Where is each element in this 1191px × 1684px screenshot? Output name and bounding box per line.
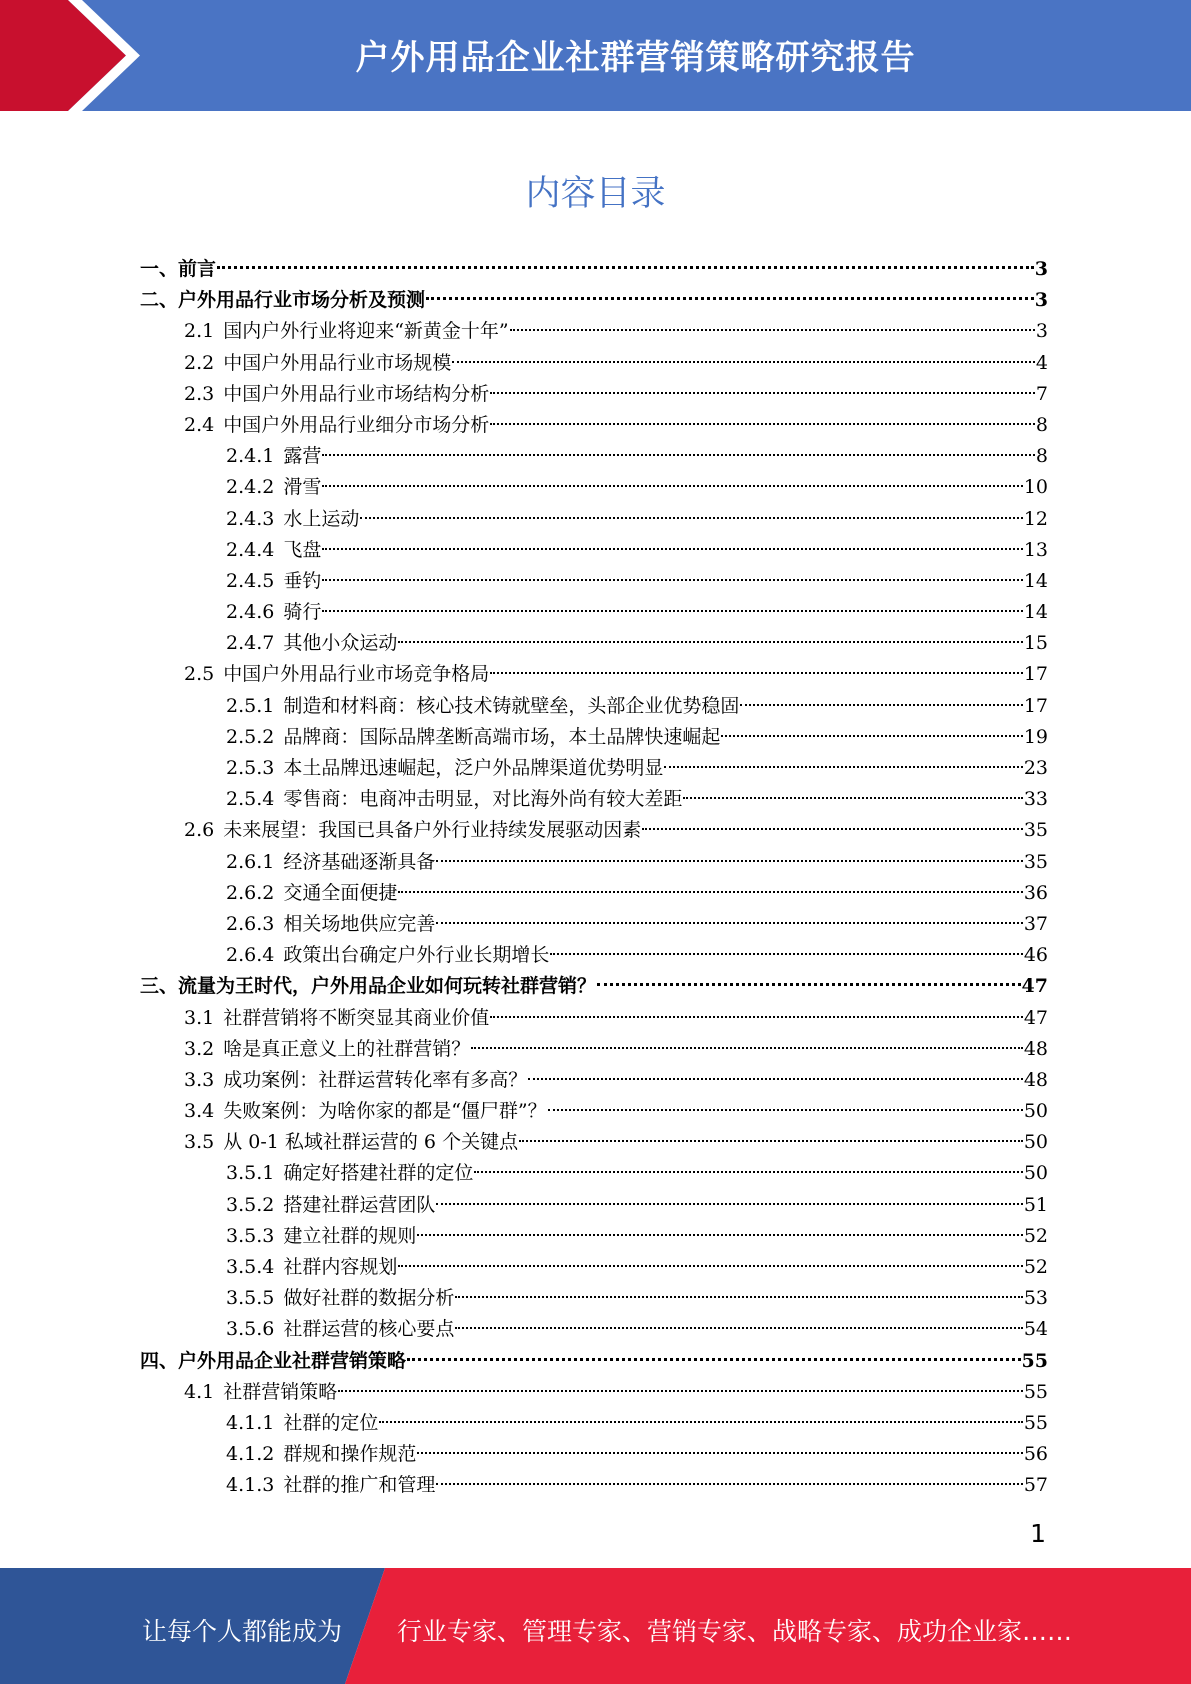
toc-entry[interactable] (140, 1439, 1048, 1470)
toc-entry[interactable] (140, 254, 1048, 285)
toc-entry-number: 2.6.3 (226, 912, 275, 935)
toc-entry-number: 4.1.2 (226, 1443, 275, 1466)
toc-entry[interactable] (140, 659, 1048, 690)
toc-entry-page: 3 (1034, 289, 1048, 312)
toc-dot-leader (452, 360, 1035, 363)
toc-entry-number: 3.4 (184, 1100, 215, 1123)
toc-dot-leader (721, 734, 1022, 737)
toc-entry-page: 50 (1023, 1131, 1048, 1154)
toc-entry-page: 57 (1023, 1474, 1048, 1497)
toc-entry-page: 35 (1023, 850, 1048, 873)
toc-dot-leader (548, 1108, 1023, 1111)
toc-entry-title: 滑雪 (283, 476, 322, 499)
toc-entry[interactable] (140, 472, 1048, 503)
toc-entry-number: 3.5.2 (226, 1193, 275, 1216)
toc-entry-page: 55 (1021, 1349, 1048, 1372)
toc-dot-leader (398, 890, 1022, 893)
toc-entry-number: 2.4.2 (226, 476, 275, 499)
toc-entry[interactable] (140, 348, 1048, 379)
toc-dot-leader (490, 422, 1035, 425)
toc-entry-page: 3 (1035, 320, 1048, 343)
toc-entry-page: 14 (1023, 601, 1048, 624)
toc-entry-title: 二、户外用品行业市场分析及预测 (140, 289, 426, 312)
toc-dot-leader (436, 921, 1022, 924)
toc-entry-page: 51 (1023, 1193, 1048, 1216)
toc-entry-title: 确定好搭建社群的定位 (283, 1162, 474, 1185)
toc-entry-page: 15 (1023, 632, 1048, 655)
toc-entry-title: 啥是真正意义上的社群营销？ (223, 1037, 471, 1060)
toc-entry-title: 搭建社群运营团队 (283, 1193, 436, 1216)
toc-entry-title: 其他小众运动 (283, 632, 398, 655)
toc-entry-title: 社群的推广和管理 (283, 1474, 436, 1497)
toc-entry[interactable] (140, 1158, 1048, 1189)
toc-dot-leader (597, 982, 1021, 986)
toc-entry-page: 7 (1035, 382, 1048, 405)
toc-dot-leader (217, 265, 1034, 269)
toc-entry-number: 2.5 (184, 663, 215, 686)
toc-entry-title: 做好社群的数据分析 (283, 1287, 455, 1310)
toc-dot-leader (322, 453, 1035, 456)
toc-entry[interactable] (140, 1377, 1048, 1408)
toc-entry-page: 14 (1023, 569, 1048, 592)
footer-banner (0, 1568, 1191, 1684)
toc-entry-page: 54 (1023, 1318, 1048, 1341)
toc-entry[interactable] (140, 441, 1048, 472)
toc-dot-leader (322, 484, 1022, 487)
toc-dot-leader (322, 578, 1022, 581)
toc-entry[interactable] (140, 722, 1048, 753)
toc-entry-number: 3.5.1 (226, 1162, 275, 1185)
footer-slogan-left: 让每个人都能成为 (142, 1617, 343, 1646)
toc-entry-title: 中国户外用品行业细分市场分析 (223, 413, 490, 436)
toc-dot-leader (426, 296, 1034, 300)
page-number: 1 (1030, 1519, 1046, 1548)
toc-entry-page: 52 (1023, 1224, 1048, 1247)
toc-entry-title: 社群营销将不断突显其商业价值 (223, 1006, 490, 1029)
toc-entry-title: 零售商：电商冲击明显，对比海外尚有较大差距 (283, 788, 683, 811)
toc-entry[interactable] (140, 784, 1048, 815)
toc-dot-leader (490, 671, 1023, 674)
toc-entry-number: 2.5.2 (226, 725, 275, 748)
toc-entry[interactable] (140, 815, 1048, 846)
toc-entry-number: 2.4.4 (226, 538, 275, 561)
toc-entry-number: 3.5.4 (226, 1256, 275, 1278)
toc-entry-page: 48 (1023, 1037, 1048, 1060)
toc-dot-leader (490, 1015, 1023, 1018)
toc-entry-title: 本土品牌迅速崛起，泛户外品牌渠道优势明显 (283, 757, 664, 779)
toc-entry[interactable] (140, 410, 1048, 441)
toc-entry[interactable] (140, 316, 1048, 347)
toc-entry-page: 37 (1023, 912, 1048, 935)
toc-entry-title: 中国户外用品行业市场竞争格局 (223, 663, 490, 686)
toc-entry-number: 2.6.1 (226, 850, 275, 873)
toc-dot-leader (379, 1420, 1022, 1423)
toc-entry[interactable] (140, 691, 1048, 722)
toc-entry-page: 50 (1023, 1162, 1048, 1185)
toc-entry-page: 8 (1035, 413, 1048, 436)
toc-entry-title: 社群营销策略 (223, 1380, 338, 1403)
toc-entry-title: 骑行 (283, 601, 322, 624)
toc-entry-title: 国内户外行业将迎来“新黄金十年” (223, 320, 509, 343)
toc-dot-leader (550, 952, 1022, 955)
toc-entry[interactable] (140, 1252, 1048, 1283)
toc-entry-page: 47 (1023, 1006, 1048, 1029)
report-title: 户外用品企业社群营销策略研究报告 (355, 38, 916, 78)
toc-dot-leader (528, 1077, 1023, 1080)
toc-entry-page: 46 (1023, 944, 1048, 967)
toc-entry[interactable] (140, 847, 1048, 878)
toc-entry-title: 社群的定位 (283, 1411, 379, 1434)
toc-dot-leader (683, 796, 1022, 799)
toc-entry-page: 52 (1023, 1256, 1048, 1278)
toc-dot-leader (455, 1295, 1022, 1298)
toc-entry-number: 2.6 (184, 819, 215, 842)
toc-entry[interactable] (140, 1190, 1048, 1221)
toc-dot-leader (398, 1264, 1022, 1267)
toc-entry-page: 35 (1023, 819, 1048, 842)
toc-entry[interactable] (140, 535, 1048, 566)
toc-dot-leader (407, 1357, 1021, 1361)
toc-entry[interactable] (140, 1034, 1048, 1065)
toc-entry-page: 13 (1023, 538, 1048, 561)
toc-entry-number: 3.1 (184, 1006, 215, 1029)
toc-entry[interactable] (140, 1470, 1048, 1501)
toc-entry-page: 8 (1035, 445, 1048, 468)
toc-entry-number: 3.3 (184, 1068, 215, 1091)
toc-dot-leader (417, 1451, 1022, 1454)
footer-slogan-right: 行业专家、管理专家、营销专家、战略专家、成功企业家…… (397, 1617, 1073, 1646)
toc-entry-page: 48 (1023, 1068, 1048, 1091)
toc-dot-leader (474, 1170, 1022, 1173)
toc-dot-leader (642, 827, 1023, 830)
toc-entry-page: 23 (1023, 757, 1048, 779)
toc-entry-number: 2.4.5 (226, 569, 275, 592)
toc-entry[interactable] (140, 1314, 1048, 1345)
toc-entry-number: 2.6.2 (226, 881, 275, 904)
toc-entry-number: 3.5.6 (226, 1318, 275, 1341)
toc-entry-title: 社群运营的核心要点 (283, 1318, 455, 1341)
toc-entry-title: 中国户外用品行业市场结构分析 (223, 382, 490, 405)
toc-entry-number: 2.4.3 (226, 507, 275, 530)
toc-entry[interactable] (140, 753, 1048, 784)
toc-entry-page: 50 (1023, 1100, 1048, 1123)
toc-entry-page: 53 (1023, 1287, 1048, 1310)
toc-entry[interactable] (140, 878, 1048, 909)
toc-entry-title: 品牌商：国际品牌垄断高端市场，本土品牌快速崛起 (283, 725, 721, 748)
toc-heading: 内容目录 (525, 174, 666, 214)
toc-entry[interactable] (140, 597, 1048, 628)
toc-entry-number: 4.1 (184, 1380, 215, 1403)
toc-entry-number: 2.4.6 (226, 601, 275, 624)
toc-dot-leader (519, 1139, 1023, 1142)
toc-entry-title: 经济基础逐渐具备 (283, 850, 436, 873)
toc-entry-page: 17 (1023, 694, 1048, 717)
toc-entry-page: 56 (1023, 1443, 1048, 1466)
toc-entry[interactable] (140, 971, 1048, 1002)
toc-entry[interactable] (140, 909, 1048, 940)
toc-entry[interactable] (140, 1408, 1048, 1439)
toc-entry-number: 2.5.1 (226, 694, 275, 717)
toc-entry-page: 47 (1021, 975, 1048, 998)
toc-entry-page: 12 (1023, 507, 1048, 530)
toc-entry-number: 2.5.3 (226, 757, 275, 779)
toc-entry-number: 3.5 (184, 1131, 215, 1154)
toc-entry-number: 4.1.3 (226, 1474, 275, 1497)
toc-entry-number: 2.2 (184, 351, 215, 374)
toc-entry-title: 一、前言 (140, 258, 217, 280)
toc-dot-leader (398, 640, 1022, 643)
toc-entry-number: 2.4.7 (226, 632, 275, 655)
toc-dot-leader (338, 1389, 1023, 1392)
toc-entry-number: 3.5.5 (226, 1287, 275, 1310)
toc-entry-title: 政策出台确定户外行业长期增长 (283, 944, 550, 967)
toc-entry-number: 3.5.3 (226, 1224, 275, 1247)
toc-entry-number: 2.5.4 (226, 788, 275, 811)
toc-entry[interactable] (140, 1003, 1048, 1034)
toc-entry-title: 制造和材料商：核心技术铸就壁垒，头部企业优势稳固 (283, 694, 740, 717)
toc-entry[interactable] (140, 1096, 1048, 1127)
toc-entry-title: 垂钓 (283, 569, 322, 592)
toc-entry-title: 群规和操作规范 (283, 1443, 417, 1466)
toc-entry-title: 四、户外用品企业社群营销策略 (140, 1349, 407, 1372)
toc-entry[interactable] (140, 285, 1048, 316)
toc-dot-leader (417, 1233, 1022, 1236)
toc-entry-title: 成功案例：社群运营转化率有多高？ (223, 1068, 528, 1091)
toc-entry-title: 建立社群的规则 (283, 1224, 417, 1247)
toc-dot-leader (436, 859, 1022, 862)
toc-entry-title: 相关场地供应完善 (283, 912, 436, 935)
toc-entry[interactable] (140, 379, 1048, 410)
toc-dot-leader (322, 547, 1022, 550)
toc-entry[interactable] (140, 1127, 1048, 1158)
toc-entry[interactable] (140, 1221, 1048, 1252)
toc-entry[interactable] (140, 940, 1048, 971)
toc-entry-title: 露营 (283, 445, 322, 468)
toc-dot-leader (510, 328, 1035, 331)
toc-entry-page: 33 (1023, 788, 1048, 811)
toc-entry-number: 2.3 (184, 382, 215, 405)
toc-entry-title: 社群内容规划 (283, 1256, 398, 1278)
toc-entry-page: 10 (1023, 476, 1048, 499)
toc-dot-leader (740, 703, 1022, 706)
toc-entry[interactable] (140, 566, 1048, 597)
toc-entry-title: 从 0-1 私域社群运营的 6 个关键点 (223, 1131, 519, 1154)
toc-entry[interactable] (140, 1065, 1048, 1096)
toc-dot-leader (455, 1326, 1022, 1329)
toc-dot-leader (664, 765, 1022, 768)
toc-entry-title: 中国户外用品行业市场规模 (223, 351, 452, 374)
toc-entry[interactable] (140, 504, 1048, 535)
toc-dot-leader (471, 1046, 1023, 1049)
toc-entry[interactable] (140, 1283, 1048, 1314)
toc-entry-number: 4.1.1 (226, 1411, 275, 1434)
toc-entry-page: 36 (1023, 881, 1048, 904)
toc-entry-page: 17 (1023, 663, 1048, 686)
toc-dot-leader (436, 1202, 1022, 1205)
toc-entry-title: 交通全面便捷 (283, 881, 398, 904)
toc-entry-number: 2.4.1 (226, 445, 275, 468)
table-of-contents (140, 254, 1048, 1502)
toc-dot-leader (490, 391, 1035, 394)
toc-entry-number: 3.2 (184, 1037, 215, 1060)
header-bar (0, 0, 1191, 111)
toc-entry-page: 55 (1023, 1411, 1048, 1434)
toc-dot-leader (360, 516, 1022, 519)
toc-entry-title: 飞盘 (283, 538, 322, 561)
toc-entry-number: 2.6.4 (226, 944, 275, 967)
toc-dot-leader (322, 609, 1022, 612)
toc-entry-title: 水上运动 (283, 507, 360, 530)
toc-entry-title: 未来展望：我国已具备户外行业持续发展驱动因素 (223, 819, 642, 842)
toc-entry-page: 55 (1023, 1380, 1048, 1403)
toc-entry-title: 三、流量为王时代，户外用品企业如何玩转社群营销？ (140, 975, 597, 998)
toc-entry-title: 失败案例：为啥你家的都是“僵尸群”？ (223, 1100, 547, 1123)
toc-entry-page: 3 (1034, 258, 1048, 280)
toc-entry-number: 2.4 (184, 413, 215, 436)
toc-entry-number: 2.1 (184, 320, 215, 343)
toc-entry[interactable] (140, 1346, 1048, 1377)
toc-entry-page: 19 (1023, 725, 1048, 748)
toc-entry-page: 4 (1035, 351, 1048, 374)
toc-entry[interactable] (140, 628, 1048, 659)
toc-dot-leader (436, 1482, 1022, 1485)
